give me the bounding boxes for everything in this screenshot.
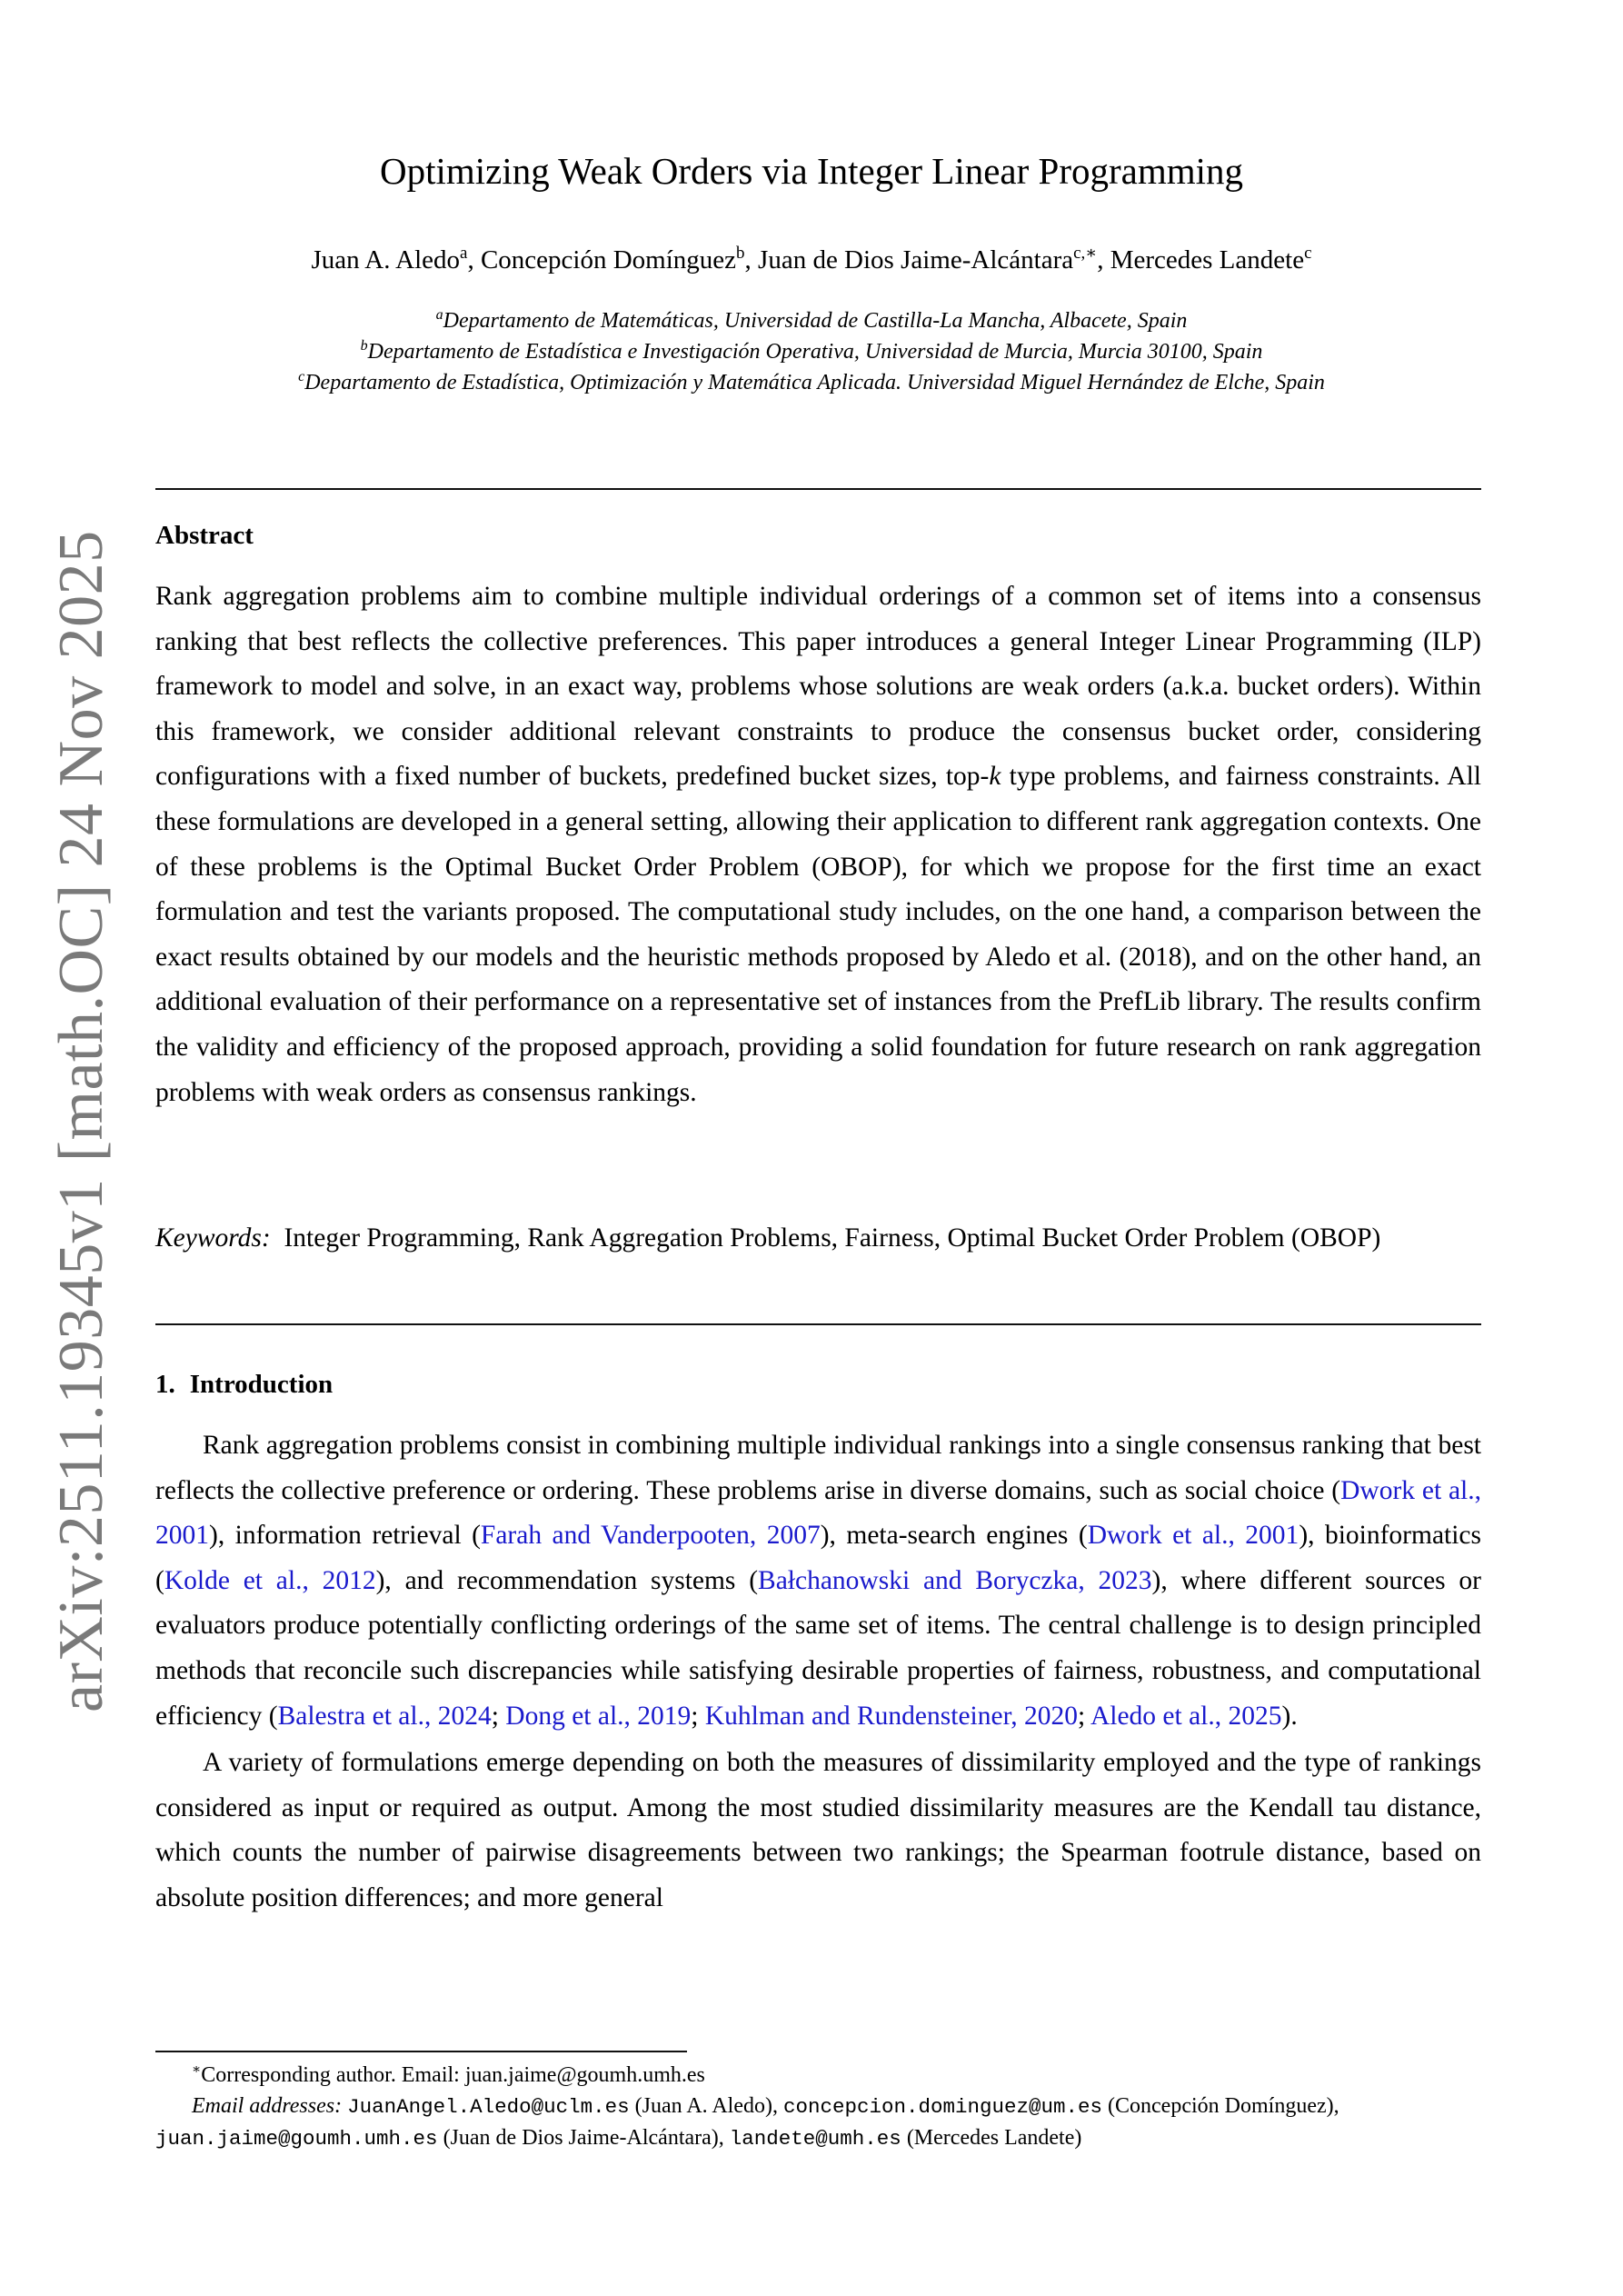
section-heading-introduction: 1. Introduction xyxy=(155,1370,334,1399)
paper-title: Optimizing Weak Orders via Integer Linear Programming xyxy=(379,150,1244,192)
footnote-rule xyxy=(155,2051,687,2052)
email-address: landete@umh.es xyxy=(729,2127,901,2151)
affiliation: $^a$Departamento de Matemáticas, Universidad de Castilla-La Mancha, Albacete, Spain xyxy=(435,307,1188,333)
affiliation-list xyxy=(0,305,1623,398)
citation-link[interactable]: Farah and Vanderpooten, 2007 xyxy=(480,1521,821,1551)
abstract-bottom-rule xyxy=(155,1323,1481,1325)
keywords-text: Integer Programming, Rank Aggregation Problems, Fairness, Optimal Bucket Order Problem (OBOP) xyxy=(284,1223,1381,1253)
citation-link[interactable]: Kuhlman and Rundensteiner, 2020 xyxy=(704,1701,1078,1731)
abstract-top-rule xyxy=(155,488,1481,490)
citation-link[interactable]: Balestra et al., 2024 xyxy=(277,1701,492,1731)
citation-link[interactable]: Dwork et al., 2001 xyxy=(1087,1521,1299,1551)
email-address: juan.jaime@goumh.umh.es xyxy=(155,2127,438,2151)
footnote-corresponding-author: ∗Corresponding author. Email: juan.jaime@goumh.umh.es xyxy=(192,2062,705,2087)
email-owner: (Concepción Domínguez), xyxy=(1102,2094,1339,2118)
introduction-body xyxy=(155,1423,1481,1922)
author: Juan de Dios Jaime-Alcántara$^{c,∗}$, xyxy=(758,244,1110,275)
abstract-heading: Abstract xyxy=(155,521,254,550)
citation-link[interactable]: Dong et al., 2019 xyxy=(505,1701,692,1731)
author: Juan A. Aledo$^a$, xyxy=(311,244,481,275)
citation-link[interactable]: Dwork et al., 2001 xyxy=(155,1475,1481,1551)
citation-link[interactable]: Bałchanowski and Boryczka, 2023 xyxy=(758,1565,1152,1595)
footnotes xyxy=(155,2060,1481,2154)
author: Mercedes Landete$^c$ xyxy=(1110,244,1312,275)
keywords-label: Keywords: xyxy=(155,1223,271,1253)
footnote-email-addresses: Email addresses: JuanAngel.Aledo@uclm.es (Juan A. Aledo), concepcion.dominguez@um.es (Concepción Domínguez), juan.jaime@goumh.umh.es (Juan de Dios Jaime-Alcántara), landete@umh.es (Mercedes Landete) xyxy=(155,2094,1339,2151)
email-owner: (Juan A. Aledo), xyxy=(629,2094,783,2118)
affiliation: $^c$Departamento de Estadística, Optimización y Matemática Aplicada. Universidad Miguel Hernández de Elche, Spain xyxy=(298,369,1325,394)
email-address: JuanAngel.Aledo@uclm.es xyxy=(347,2095,630,2119)
paragraph: A variety of formulations emerge depending on both the measures of dissimilarity employed and the type of rankings considered as input or required as output. Among the most studied dissimilarity measures are the Kendall tau distance, which counts the number of pairwise disagreements between two rankings; the Spearman footrule distance, based on absolute position differences; and more general xyxy=(155,1748,1481,1912)
paragraph: Rank aggregation problems consist in combining multiple individual rankings into a single consensus ranking that best reflects the collective preference or ordering. These problems arise in diverse domains, such as social choice (Dwork et al., 2001), information retrieval (Farah and Vanderpooten, 2007), meta-search engines (Dwork et al., 2001), bioinformatics (Kolde et al., 2012), and recommendation systems (Bałchanowski and Boryczka, 2023), where different sources or evaluators produce potentially conflicting orderings of the same set of items. The central challenge is to design principled methods that reconcile such discrepancies while satisfying desirable properties of fairness, robustness, and computational efficiency (Balestra et al., 2024; Dong et al., 2019; Kuhlman and Rundensteiner, 2020; Aledo et al., 2025). xyxy=(155,1431,1482,1731)
abstract-text: Rank aggregation problems aim to combine multiple individual orderings of a common set of items into a consensus ranking that best reflects the collective preferences. This paper introduces a general Integer Linear Programming (ILP) framework to model and solve, in an exact way, problems whose solutions are weak orders (a.k.a. bucket orders). Within this framework, we consider additional relevant constraints to produce the consensus bucket order, considering configurations with a fixed number of buckets, predefined bucket sizes, top-k type problems, and fairness constraints. All these formulations are developed in a general setting, allowing their application to different rank aggregation contexts. One of these problems is the Optimal Bucket Order Problem (OBOP), for which we propose for the first time an exact formulation and test the variants proposed. The computational study includes, on the one hand, a comparison between the exact results obtained by our models and the heuristic methods proposed by Aledo et al. (2018), and on the other hand, an additional evaluation of their performance on a representative set of instances from the PrefLib library. The results confirm the validity and efficiency of the proposed approach, providing a solid foundation for future research on rank aggregation problems with weak orders as consensus rankings. xyxy=(155,582,1481,1107)
keywords xyxy=(155,1216,1481,1261)
email-owner: (Juan de Dios Jaime-Alcántara), xyxy=(437,2126,730,2150)
arxiv-identifier-stamp: arXiv:2511.19345v1 [math.OC] 24 Nov 2025 xyxy=(46,530,116,1712)
author: Concepción Domínguez$^b$, xyxy=(480,244,759,275)
affiliation: $^b$Departamento de Estadística e Investigación Operativa, Universidad de Murcia, Murcia 30100, Spain xyxy=(360,338,1263,364)
citation-link[interactable]: Kolde et al., 2012 xyxy=(164,1565,376,1595)
author-list xyxy=(0,242,1623,278)
email-address: concepcion.dominguez@um.es xyxy=(782,2095,1103,2119)
email-owner: (Mercedes Landete) xyxy=(901,2126,1082,2150)
citation-link[interactable]: Aledo et al., 2025 xyxy=(1090,1701,1282,1731)
